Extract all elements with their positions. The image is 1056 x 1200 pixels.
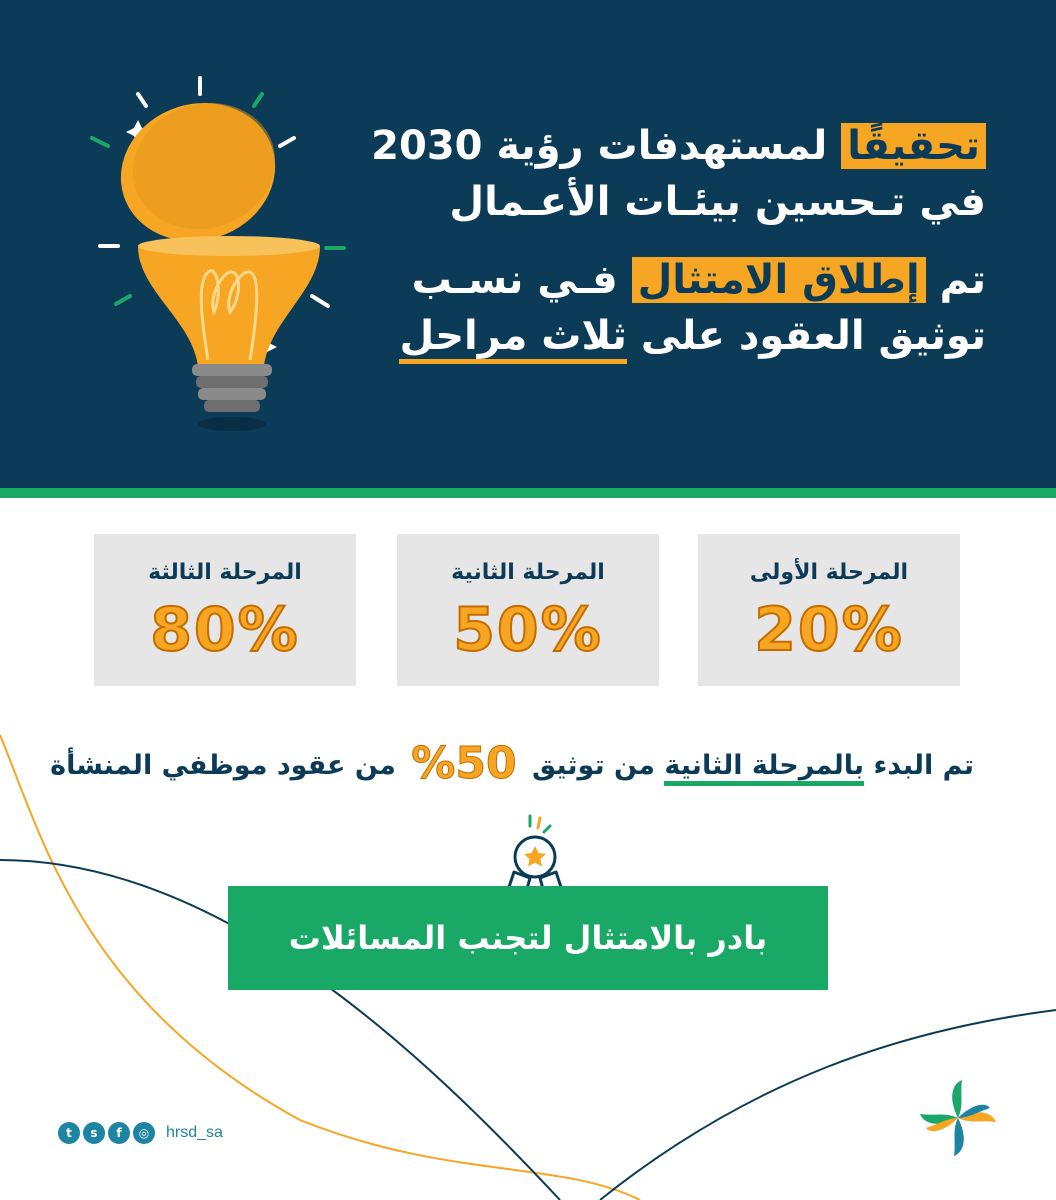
phase-percentage: 50% bbox=[453, 595, 603, 665]
social-links bbox=[58, 1120, 223, 1146]
hero-line-3 bbox=[366, 252, 986, 308]
note-post: من عقود موظفي المنشأة bbox=[50, 750, 406, 781]
hero-line-1 bbox=[366, 118, 986, 174]
hero-highlight-2: إطلاق الامتثال bbox=[632, 257, 926, 303]
hero-line-4-pre: توثيق العقود على bbox=[626, 313, 986, 359]
note-mid: من توثيق bbox=[522, 750, 665, 781]
instagram-icon[interactable]: ◎ bbox=[133, 1122, 155, 1144]
snapchat-icon[interactable]: s bbox=[83, 1122, 105, 1144]
hero-line-4 bbox=[366, 308, 986, 364]
phase-percentage: 20% bbox=[754, 595, 904, 665]
twitter-icon[interactable]: t bbox=[58, 1122, 80, 1144]
note-underlined: بالمرحلة الثانية bbox=[664, 750, 864, 786]
hero-underlined-phrase: ثلاث مراحل bbox=[399, 313, 626, 364]
phase-card-1 bbox=[698, 534, 960, 686]
phase-percentage: 80% bbox=[150, 595, 300, 665]
phase-note bbox=[50, 738, 974, 789]
phase-label: المرحلة الأولى bbox=[749, 560, 909, 585]
phase-label: المرحلة الثانية bbox=[451, 560, 605, 585]
phase-label: المرحلة الثالثة bbox=[148, 560, 302, 585]
hero-headline bbox=[366, 118, 986, 364]
compliance-cta-button[interactable]: بادر بالامتثال لتجنب المسائلات القانونية bbox=[228, 886, 828, 990]
phase-card-2 bbox=[397, 534, 659, 686]
ministry-logo bbox=[915, 1078, 1001, 1158]
hero-line-3-pre: تم bbox=[925, 257, 986, 303]
lightbulb-icon bbox=[80, 60, 380, 450]
note-percentage: 50% bbox=[411, 738, 517, 789]
note-pre: تم البدء bbox=[864, 750, 974, 781]
hero-highlight-1: تحقيقًا bbox=[841, 123, 986, 169]
hero-divider bbox=[0, 488, 1056, 498]
social-handle[interactable]: hrsd_sa bbox=[166, 1124, 223, 1141]
hero-line-1-text: لمستهدفات رؤية 2030 bbox=[371, 123, 842, 169]
hero-line-3-post: فـي نسـب bbox=[411, 257, 632, 303]
facebook-icon[interactable]: f bbox=[108, 1122, 130, 1144]
hero-line-2: في تـحسين بيئـات الأعـمال bbox=[449, 179, 986, 225]
phase-card-3 bbox=[94, 534, 356, 686]
